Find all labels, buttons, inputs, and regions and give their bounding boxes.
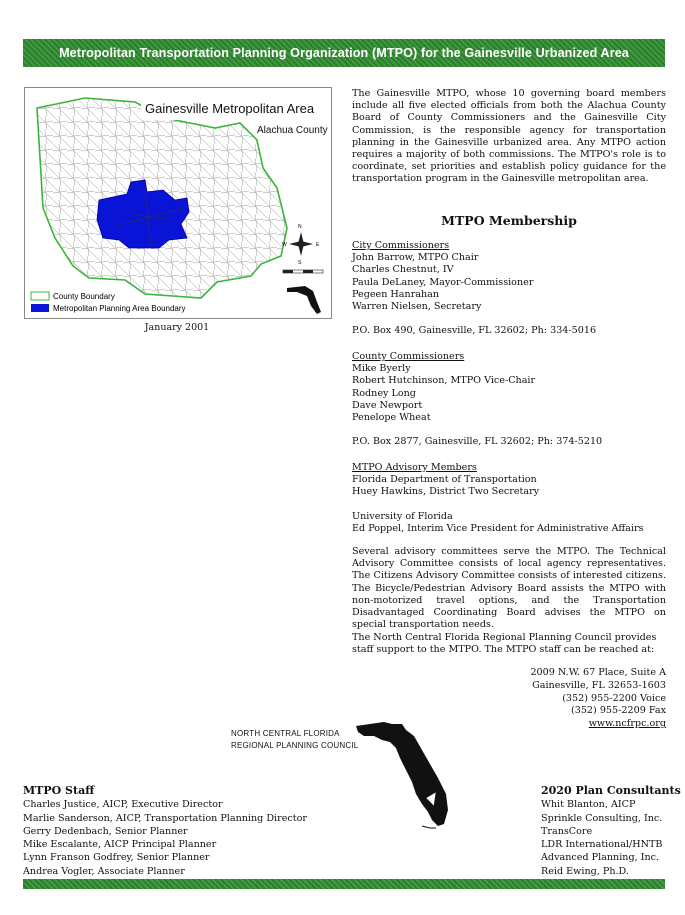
legend-planning-area: Metropolitan Planning Area Boundary	[53, 304, 186, 313]
list-item: Rodney Long	[352, 387, 416, 399]
intro-paragraph: The Gainesville MTPO, whose 10 governing board members include all five elected officials from both the Alachua County Board of County Commissioners and the Gainesville City Commission, is the responsible agency for transportation planning in the Gainesville urbanized area. Any MTPO action requires a majority of both commissions. The MTPO's role is to coordinate, set priorities and establish policy guidance for the transportation program in the Gainesville metropolitan area.	[352, 88, 666, 185]
list-item: LDR International/HNTB	[541, 839, 663, 851]
list-item: Dave Newport	[352, 399, 423, 411]
compass-w: W	[282, 242, 287, 248]
map-subtitle: Alachua County	[257, 125, 328, 136]
county-commissioners-section	[352, 351, 666, 448]
list-item: Marlie Sanderson, AICP, Transportation Planning Director	[23, 812, 307, 824]
list-item: Penelope Wheat	[352, 412, 431, 424]
city-commissioners-section	[352, 240, 666, 337]
list-item: Charles Chestnut, IV	[352, 264, 454, 276]
city-contact: P.O. Box 490, Gainesville, FL 32602; Ph: 334-5016	[352, 325, 597, 337]
gainesville-area-map	[24, 87, 332, 319]
list-item: Warren Nielsen, Secretary	[352, 301, 482, 313]
list-item: Huey Hawkins, District Two Secretary	[352, 486, 540, 498]
website-link[interactable]: www.ncfrpc.org	[588, 718, 666, 730]
list-item: Mike Byerly	[352, 363, 411, 375]
list-item: Ed Poppel, Interim Vice President for Administrative Affairs	[352, 522, 644, 534]
county-commissioners-title: County Commissioners	[352, 351, 465, 362]
list-item: Sprinkle Consulting, Inc.	[541, 812, 663, 824]
list-item: Andrea Vogler, Associate Planner	[23, 865, 185, 877]
advisory-members-section	[352, 462, 666, 535]
florida-inset-shape	[287, 286, 321, 314]
title-banner: Metropolitan Transportation Planning Organization (MTPO) for the Gainesville Urbanized Area	[23, 39, 665, 67]
address-line: Gainesville, FL 32653-1603	[532, 679, 666, 691]
florida-logo-icon	[356, 720, 456, 830]
plan-consultants-section	[541, 784, 681, 878]
list-item: John Barrow, MTPO Chair	[352, 252, 479, 264]
fax-number: (352) 955-2209 Fax	[570, 705, 666, 717]
contact-address	[480, 667, 666, 731]
address-line: 2009 N.W. 67 Place, Suite A	[530, 667, 666, 678]
list-item: Lynn Franson Godfrey, Senior Planner	[23, 852, 210, 864]
council-name-line2: REGIONAL PLANNING COUNCIL	[231, 741, 359, 750]
compass-rose	[282, 224, 320, 266]
city-commissioners-title: City Commissioners	[352, 240, 450, 251]
council-name-line1: NORTH CENTRAL FLORIDA	[231, 729, 340, 738]
legend-county-boundary: County Boundary	[53, 292, 115, 301]
compass-s: S	[298, 260, 302, 266]
list-item: Mike Escalante, AICP Principal Planner	[23, 839, 217, 851]
membership-heading: MTPO Membership	[441, 213, 577, 228]
compass-e: E	[316, 242, 320, 248]
list-item: Gerry Dedenbach, Senior Planner	[23, 825, 188, 837]
footer-bar	[23, 879, 665, 889]
plan-consultants-title: 2020 Plan Consultants	[541, 784, 681, 797]
list-item: Advanced Planning, Inc.	[541, 852, 660, 864]
voice-phone: (352) 955-2200 Voice	[562, 692, 666, 704]
advisory-members-title: MTPO Advisory Members	[352, 462, 477, 473]
map-title: Gainesville Metropolitan Area	[145, 101, 315, 116]
mtpo-staff-section	[23, 784, 307, 878]
list-item: Robert Hutchinson, MTPO Vice-Chair	[352, 375, 536, 387]
list-item: Florida Department of Transportation	[352, 474, 537, 486]
staff-support-paragraph: The North Central Florida Regional Planning Council provides staff support to the MTPO. The MTPO staff can be reached at:	[352, 632, 657, 656]
map-graphic	[25, 88, 331, 318]
list-item: TransCore	[541, 825, 593, 837]
list-item: Pegeen Hanrahan	[352, 288, 440, 300]
list-item: Paula DeLaney, Mayor-Commissioner	[352, 276, 534, 288]
list-item: Whit Blanton, AICP	[541, 799, 636, 811]
council-name	[231, 728, 358, 752]
list-item: Reid Ewing, Ph.D.	[541, 865, 629, 877]
list-item: University of Florida	[352, 510, 453, 522]
list-item: Charles Justice, AICP, Executive Director	[23, 799, 223, 811]
map-caption: January 2001	[144, 322, 210, 333]
scale-bar	[283, 270, 323, 273]
county-contact: P.O. Box 2877, Gainesville, FL 32602; Ph: 374-5210	[352, 436, 603, 448]
mtpo-staff-title: MTPO Staff	[23, 784, 95, 797]
compass-n: N	[298, 224, 302, 230]
committees-paragraph: Several advisory committees serve the MTPO. The Technical Advisory Committee consists of local agency representatives. The Citizens Advisory Committee consists of interested citizens. The Bicycle/Pedestrian Advisory Board assists the MTPO with non-motorized travel options, and the Transportation Disadvantaged Coordinating Board advises the MTPO on special transportation needs.	[352, 546, 666, 631]
